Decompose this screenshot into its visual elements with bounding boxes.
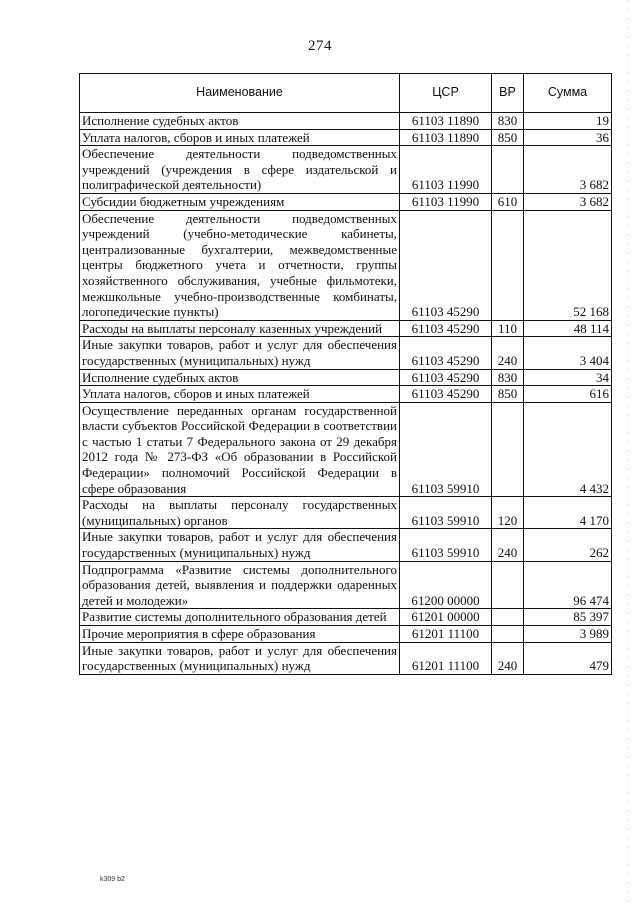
row-name: Уплата налогов, сборов и иных платежей [80, 129, 400, 146]
row-csr: 61103 45290 [400, 210, 492, 320]
row-name: Прочие мероприятия в сфере образования [80, 626, 400, 643]
row-name: Подпрограмма «Развитие системы дополнительного образования детей, выявления и поддержки одаренных детей и молодежи» [80, 561, 400, 609]
row-csr: 61103 45290 [400, 386, 492, 403]
row-vr: 850 [492, 386, 524, 403]
row-sum: 3 989 [524, 626, 612, 643]
table-row [80, 497, 612, 529]
row-csr: 61103 45290 [400, 320, 492, 337]
row-name: Субсидии бюджетным учреждениям [80, 193, 400, 210]
row-vr: 240 [492, 337, 524, 369]
row-vr: 830 [492, 113, 524, 130]
row-csr: 61103 45290 [400, 369, 492, 386]
row-sum: 48 114 [524, 320, 612, 337]
table-row [80, 210, 612, 320]
row-name: Развитие системы дополнительного образования детей [80, 609, 400, 626]
table-row [80, 609, 612, 626]
scan-edge-artifact [627, 0, 628, 905]
row-name: Расходы на выплаты персоналу казенных учреждений [80, 320, 400, 337]
row-vr: 240 [492, 642, 524, 674]
header-vr: ВР [492, 74, 524, 113]
row-csr: 61103 45290 [400, 337, 492, 369]
row-name: Расходы на выплаты персоналу государственных (муниципальных) органов [80, 497, 400, 529]
table-row [80, 193, 612, 210]
row-vr [492, 626, 524, 643]
row-sum: 96 474 [524, 561, 612, 609]
row-sum: 479 [524, 642, 612, 674]
row-csr: 61103 59910 [400, 497, 492, 529]
table-row [80, 626, 612, 643]
table-row [80, 386, 612, 403]
table-body [80, 113, 612, 675]
row-name: Иные закупки товаров, работ и услуг для обеспечения государственных (муниципальных) нужд [80, 642, 400, 674]
row-vr: 610 [492, 193, 524, 210]
row-sum: 3 682 [524, 146, 612, 194]
row-vr [492, 146, 524, 194]
row-sum: 262 [524, 529, 612, 561]
row-name: Обеспечение деятельности подведомственных учреждений (учреждения в сфере издательской и полиграфической деятельности) [80, 146, 400, 194]
row-vr [492, 609, 524, 626]
row-sum: 3 404 [524, 337, 612, 369]
table-header [80, 74, 612, 113]
header-row [80, 74, 612, 113]
row-name: Осуществление переданных органам государственной власти субъектов Российской Федерации в соответствии с частью 1 статьи 7 Федерального закона от 29 декабря 2012 года № 273-ФЗ «Об образовании в Российской Федерации» полномочий Российской Федерации в сфере образования [80, 402, 400, 497]
footer-code: k309 b2 [100, 876, 125, 883]
row-name: Иные закупки товаров, работ и услуг для обеспечения государственных (муниципальных) нужд [80, 529, 400, 561]
table-row [80, 402, 612, 497]
row-csr: 61201 11100 [400, 626, 492, 643]
header-sum: Сумма [524, 74, 612, 113]
row-vr: 850 [492, 129, 524, 146]
row-sum: 34 [524, 369, 612, 386]
row-name: Обеспечение деятельности подведомственных учреждений (учебно-методические кабинеты, централизованные бухгалтерии, межведомственные центры бюджетного учета и отчетности, группы хозяйственного обслуживания, учебные фильмотеки, межшкольные учебно-производственные комбинаты, логопедические пункты) [80, 210, 400, 320]
row-sum: 85 397 [524, 609, 612, 626]
page-number: 274 [308, 38, 332, 54]
table-row [80, 320, 612, 337]
row-name: Исполнение судебных актов [80, 369, 400, 386]
budget-table [79, 73, 612, 675]
row-vr [492, 210, 524, 320]
row-vr: 110 [492, 320, 524, 337]
row-vr: 240 [492, 529, 524, 561]
row-sum: 19 [524, 113, 612, 130]
row-csr: 61200 00000 [400, 561, 492, 609]
row-name: Исполнение судебных актов [80, 113, 400, 130]
table-row [80, 561, 612, 609]
row-vr [492, 402, 524, 497]
table-row [80, 113, 612, 130]
table-row [80, 529, 612, 561]
row-name: Уплата налогов, сборов и иных платежей [80, 386, 400, 403]
row-sum: 36 [524, 129, 612, 146]
row-csr: 61103 11890 [400, 113, 492, 130]
row-sum: 52 168 [524, 210, 612, 320]
row-csr: 61103 59910 [400, 402, 492, 497]
row-vr [492, 561, 524, 609]
table-row [80, 369, 612, 386]
row-sum: 4 170 [524, 497, 612, 529]
row-sum: 616 [524, 386, 612, 403]
table-row [80, 146, 612, 194]
row-csr: 61201 11100 [400, 642, 492, 674]
row-sum: 3 682 [524, 193, 612, 210]
row-csr: 61103 11990 [400, 146, 492, 194]
header-name: Наименование [80, 74, 400, 113]
row-vr: 830 [492, 369, 524, 386]
row-csr: 61201 00000 [400, 609, 492, 626]
table-row [80, 642, 612, 674]
row-name: Иные закупки товаров, работ и услуг для обеспечения государственных (муниципальных) нужд [80, 337, 400, 369]
row-sum: 4 432 [524, 402, 612, 497]
row-csr: 61103 59910 [400, 529, 492, 561]
header-csr: ЦСР [400, 74, 492, 113]
row-csr: 61103 11990 [400, 193, 492, 210]
table-row [80, 337, 612, 369]
table-row [80, 129, 612, 146]
row-vr: 120 [492, 497, 524, 529]
row-csr: 61103 11890 [400, 129, 492, 146]
